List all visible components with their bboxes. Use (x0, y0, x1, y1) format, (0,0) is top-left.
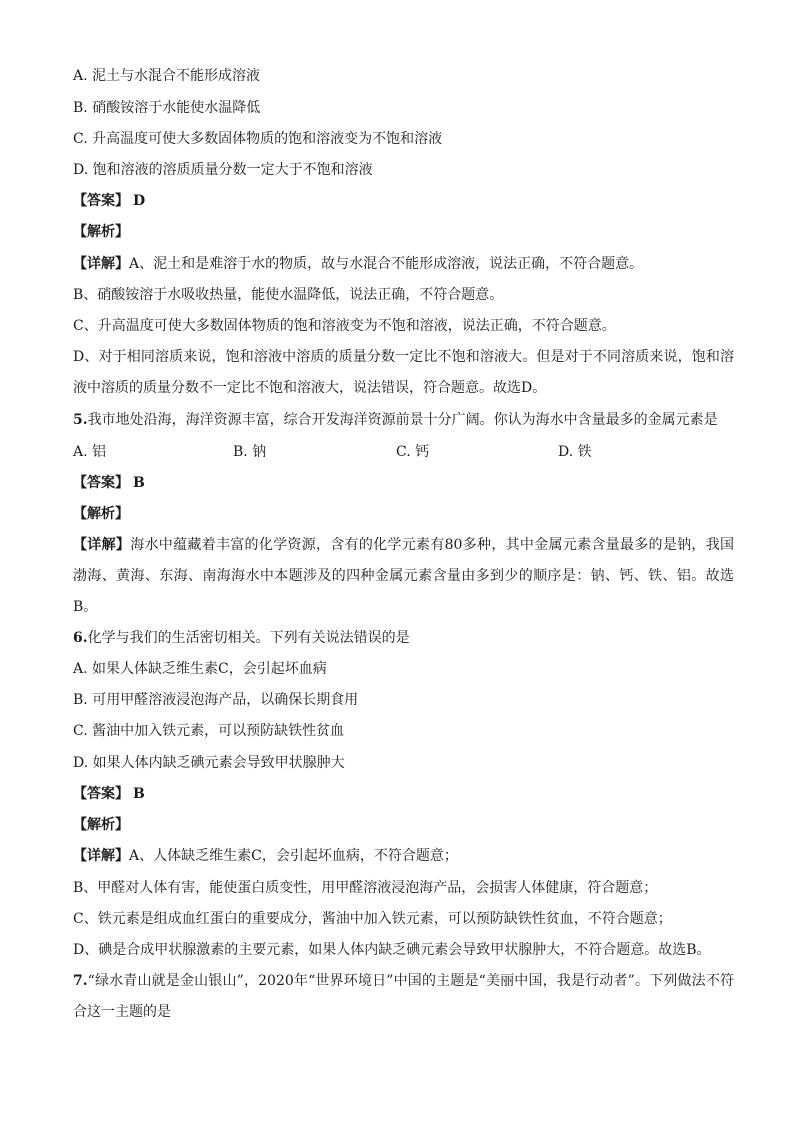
detail-tag: 【详解】 (73, 848, 129, 864)
q6-detail-d: D、碘是合成甲状腺激素的主要元素，如果人体内缺乏碘元素会导致甲状腺肿大，不符合题意。故选B。 (73, 942, 711, 958)
answer-tag: 【答案】 (73, 475, 129, 491)
q6-analysis-tag (73, 815, 734, 835)
detail-tag: 【详解】 (73, 256, 129, 272)
answer-value: B (133, 475, 145, 491)
question-number: 7. (73, 973, 88, 989)
q4-option-d: D. 饱和溶液的溶质质量分数一定大于不饱和溶液 (73, 162, 373, 178)
q5-option-c: C. 钙 (396, 444, 430, 460)
q4-detail-c: C、升高温度可使大多数固体物质的饱和溶液变为不饱和溶液，说法正确，不符合题意。 (73, 318, 616, 334)
question-text: 化学与我们的生活密切相关。下列有关说法错误的是 (87, 630, 410, 646)
analysis-tag: 【解析】 (73, 506, 129, 522)
q5-stem (73, 410, 734, 430)
q4-option-a: A. 泥土与水混合不能形成溶液 (73, 68, 261, 84)
detail-tag: 【详解】 (73, 537, 131, 553)
q6-detail-c: C、铁元素是组成血红蛋白的重要成分，酱油中加入铁元素，可以预防缺铁性贫血，不符合题意； (73, 911, 672, 927)
q6-stem (73, 628, 734, 648)
question-number: 5. (73, 412, 88, 428)
q4-option-b: B. 硝酸铵溶于水能使水温降低 (73, 100, 261, 116)
q4-answer (73, 191, 734, 211)
answer-value: B (133, 786, 145, 802)
q4-detail-a (73, 254, 734, 274)
q6-detail-a (73, 846, 734, 866)
detail-text: A、泥土和是难溶于水的物质，故与水混合不能形成溶液，说法正确，不符合题意。 (129, 256, 644, 272)
q6-option-c: C. 酱油中加入铁元素，可以预防缺铁性贫血 (73, 723, 345, 739)
question-number: 6. (73, 630, 88, 646)
q4-analysis-tag (73, 222, 734, 242)
q5-analysis-tag (73, 504, 734, 524)
q4-detail-d: D、对于相同溶质来说，饱和溶液中溶质的质量分数一定比不饱和溶液大。但是对于不同溶质来说，饱和溶液中溶质的质量分数不一定比不饱和溶液大，说法错误，符合题意。故选D。 (73, 349, 734, 396)
answer-tag: 【答案】 (73, 786, 129, 802)
q4-option-c: C. 升高温度可使大多数固体物质的饱和溶液变为不饱和溶液 (73, 131, 443, 147)
q4-detail-b: B、硝酸铵溶于水吸收热量，能使水温降低，说法正确，不符合题意。 (73, 287, 504, 303)
question-text: 我市地处沿海，海洋资源丰富，综合开发海洋资源前景十分广阔。你认为海水中含量最多的金属元素是 (87, 412, 718, 428)
q6-option-a: A. 如果人体缺乏维生素C，会引起坏血病 (73, 661, 327, 677)
analysis-tag: 【解析】 (73, 817, 129, 833)
answer-tag: 【答案】 (73, 193, 129, 209)
q5-answer (73, 473, 734, 493)
q6-detail-b: B、甲醛对人体有害，能使蛋白质变性，用甲醛溶液浸泡海产品，会损害人体健康，符合题意； (73, 880, 658, 896)
q5-option-b: B. 钠 (233, 444, 267, 460)
q6-option-b: B. 可用甲醛溶液浸泡海产品，以确保长期食用 (73, 692, 359, 708)
analysis-tag: 【解析】 (73, 224, 129, 240)
q6-answer (73, 784, 734, 804)
q5-detail (73, 530, 734, 623)
q7-stem (73, 966, 734, 1028)
detail-text: 海水中蕴藏着丰富的化学资源，含有的化学元素有80多种，其中金属元素含量最多的是钠，我国渤海、黄海、东海、南海海水中本题涉及的四种金属元素含量由多到少的顺序是：钠、钙、铁、铝。故选B。 (73, 537, 735, 615)
q5-option-d: D. 铁 (558, 444, 592, 460)
answer-value: D (133, 193, 146, 209)
detail-text: A、人体缺乏维生素C，会引起坏血病，不符合题意； (129, 848, 458, 864)
q6-option-d: D. 如果人体内缺乏碘元素会导致甲状腺肿大 (73, 755, 345, 771)
q5-option-a: A. 铝 (73, 444, 107, 460)
question-text: “绿水青山就是金山银山”，2020年“世界环境日”中国的主题是“美丽中国，我是行动者”。下列做法不符合这一主题的是 (73, 973, 734, 1020)
